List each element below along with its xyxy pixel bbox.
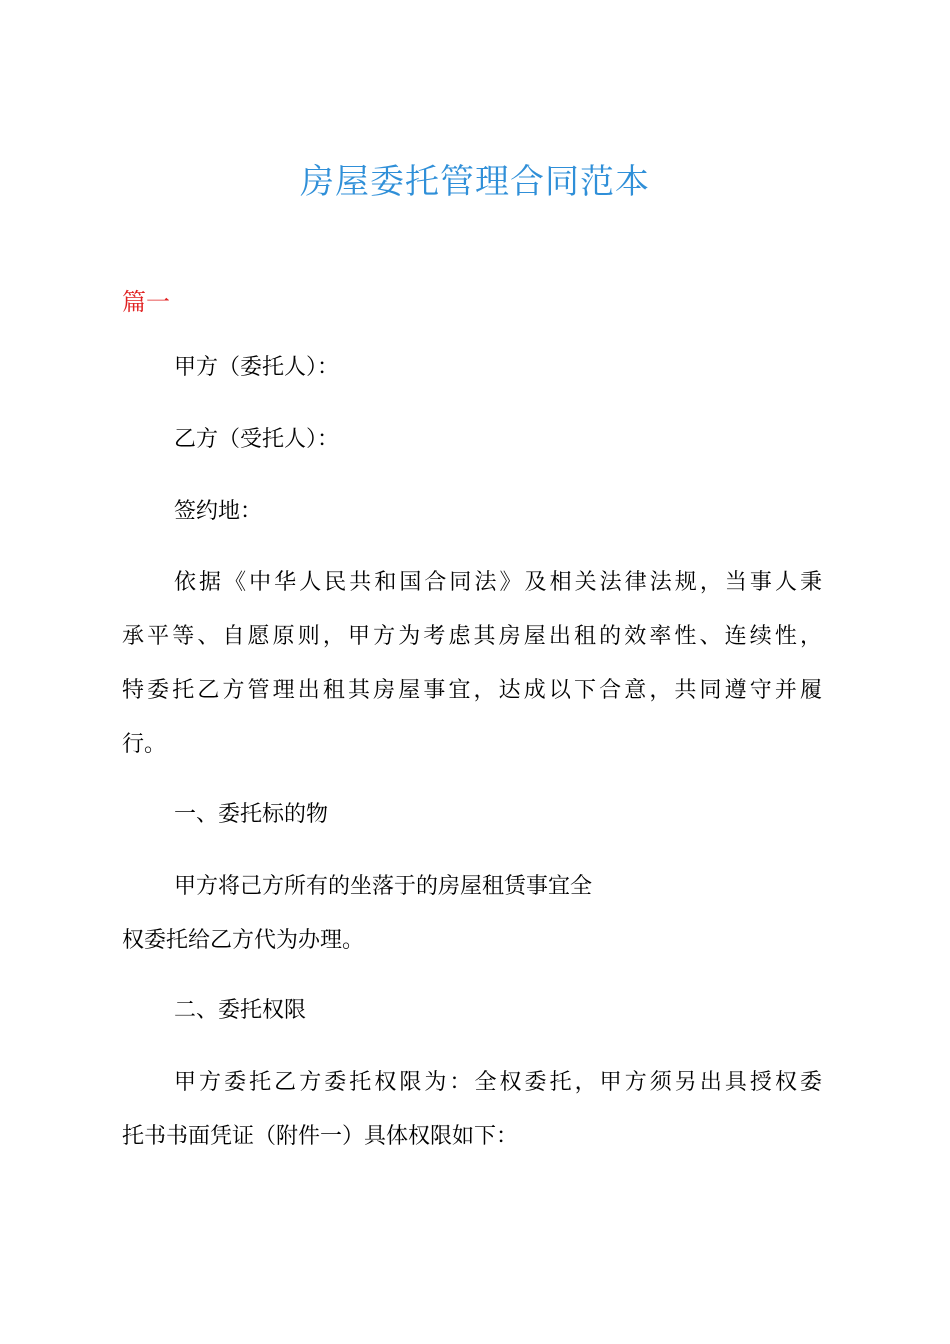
clause-one-text-line-2: 权委托给乙方代为办理。 (122, 928, 365, 953)
signing-place-line: 签约地： (174, 499, 263, 524)
clause-one-text-line-1: 甲方将己方所有的坐落于的房屋租赁事宜全 (174, 874, 593, 899)
party-a-line: 甲方（委托人）： (174, 355, 340, 380)
paragraph-intro-line-3: 特委托乙方管理出租其房屋事宜，达成以下合意，共同遵守并履 (122, 678, 822, 703)
paragraph-intro-line-1: 依据《中华人民共和国合同法》及相关法律法规，当事人秉 (174, 570, 822, 595)
document-title: 房屋委托管理合同范本 (300, 162, 650, 202)
paragraph-intro-line-2: 承平等、自愿原则，甲方为考虑其房屋出租的效率性、连续性， (122, 624, 822, 649)
clause-one-heading: 一、委托标的物 (174, 802, 329, 827)
paragraph-intro-line-4: 行。 (122, 732, 167, 757)
clause-two-heading: 二、委托权限 (174, 998, 307, 1023)
party-b-line: 乙方（受托人）： (174, 427, 340, 452)
section-heading: 篇一 (122, 288, 170, 316)
clause-two-text-line-1: 甲方委托乙方委托权限为：全权委托，甲方须另出具授权委 (174, 1070, 822, 1095)
clause-two-text-line-2: 托书书面凭证（附件一）具体权限如下： (122, 1124, 519, 1149)
